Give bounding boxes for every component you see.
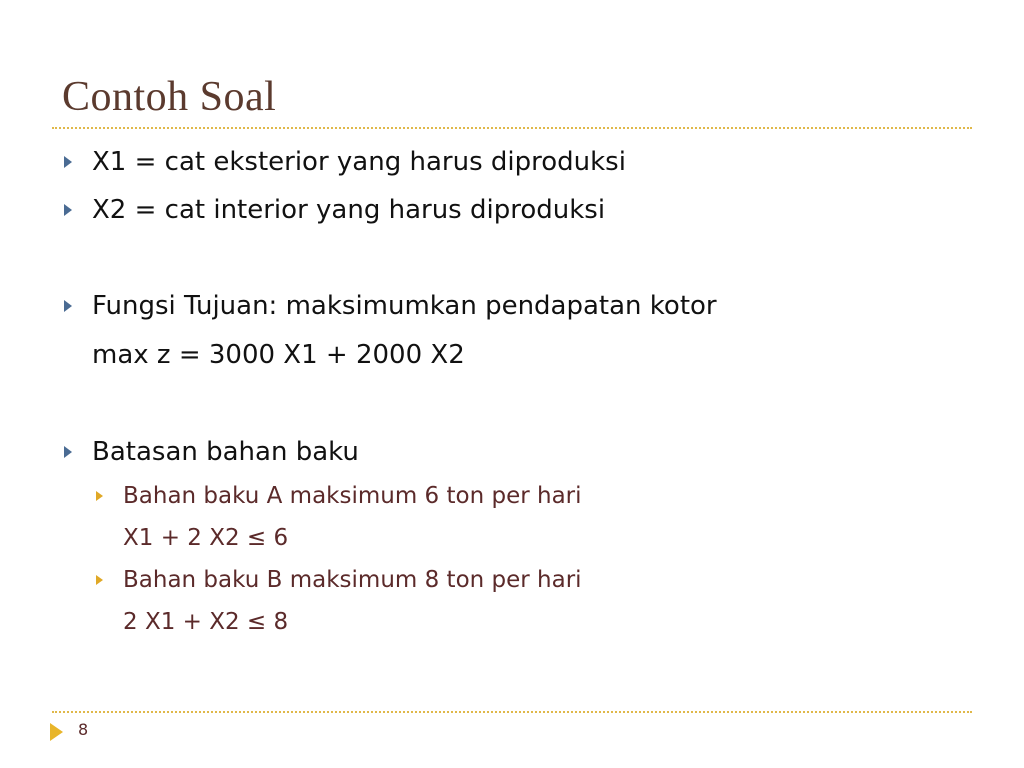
bullet-triangle-icon <box>64 446 72 458</box>
bullet-text: X2 = cat interior yang harus diproduksi <box>92 195 606 225</box>
bullet-triangle-icon <box>64 204 72 216</box>
constraint-formula: X1 + 2 X2 ≤ 6 <box>123 525 289 551</box>
sub-bullet-text: Bahan baku A maksimum 6 ton per hari <box>123 483 582 509</box>
footer-triangle-icon <box>50 723 63 741</box>
bullet-text: Batasan bahan baku <box>92 437 359 467</box>
title-divider <box>52 127 972 129</box>
sub-bullet-triangle-icon <box>96 491 103 501</box>
bullet-triangle-icon <box>64 300 72 312</box>
bullet-text: Fungsi Tujuan: maksimumkan pendapatan kotor <box>92 291 717 321</box>
page-number: 8 <box>78 720 89 739</box>
sub-bullet-triangle-icon <box>96 575 103 585</box>
constraint-formula: 2 X1 + X2 ≤ 8 <box>123 609 289 635</box>
objective-formula: max z = 3000 X1 + 2000 X2 <box>92 340 465 370</box>
slide-title: Contoh Soal <box>62 74 277 120</box>
bullet-text: X1 = cat eksterior yang harus diproduksi <box>92 147 626 177</box>
sub-bullet-text: Bahan baku B maksimum 8 ton per hari <box>123 567 582 593</box>
footer-divider <box>52 711 972 713</box>
bullet-triangle-icon <box>64 156 72 168</box>
